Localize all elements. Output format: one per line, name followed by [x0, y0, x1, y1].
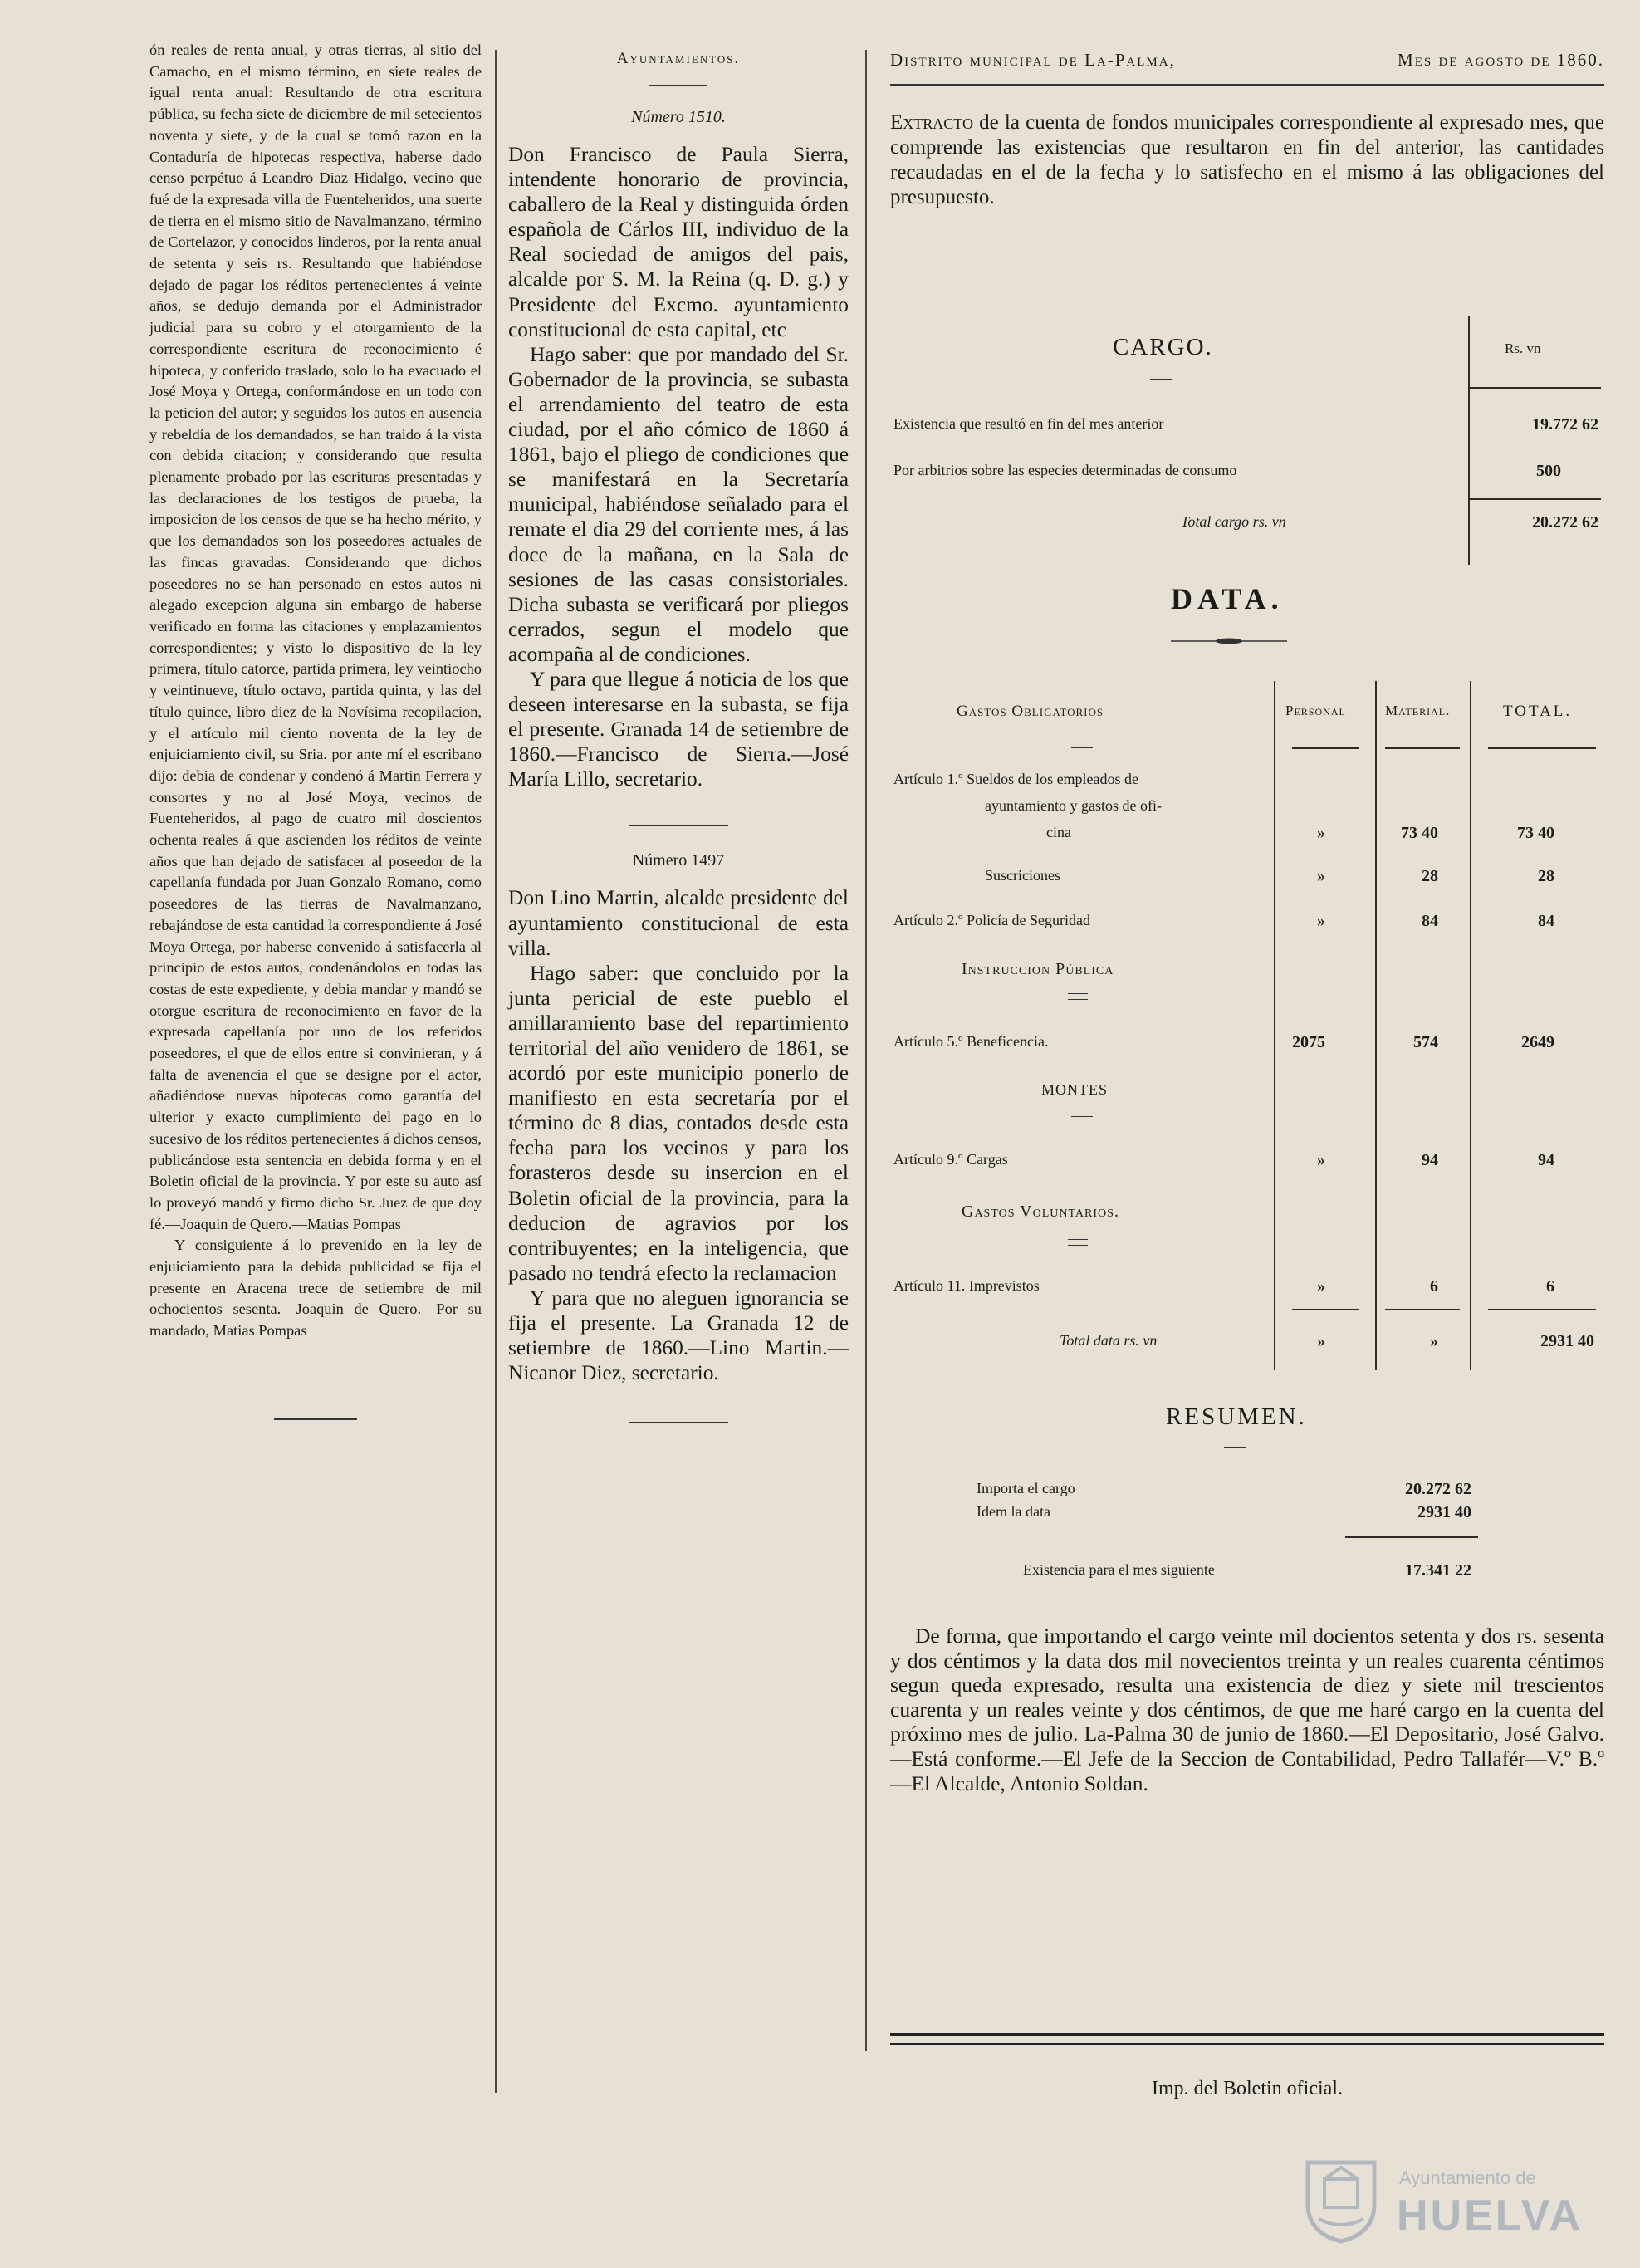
watermark-line2: HUELVA [1397, 2192, 1584, 2240]
judicial-closing: Y consiguiente á lo prevenido en la ley de enjuiciamiento para la debida publicidad se fija el presente en Aracena trece de setiembre de mil ochocientos sesenta.—Joaquin de Quero.—Por su mandado, Matias Pompas [149, 1237, 482, 1340]
art11-total: 6 [1546, 1277, 1554, 1296]
cargo-title-rule [1150, 379, 1172, 380]
susc-total: 28 [1538, 867, 1554, 885]
personal-head-rule [1292, 747, 1359, 749]
cargo-total-rule [1468, 498, 1601, 500]
cargo-total-amount: 20.272 62 [1532, 513, 1598, 531]
instruccion-rule [1068, 993, 1088, 1000]
resumen-rule [1224, 1447, 1246, 1448]
cargo-total-label: Total cargo rs. vn [1181, 513, 1286, 530]
city-crest-icon [1295, 2154, 1387, 2246]
art2-total: 84 [1538, 912, 1554, 930]
art1-label-c: cina [1046, 824, 1071, 840]
extract-lead: Extracto [890, 111, 973, 134]
district-name: Distrito municipal de La-Palma, [890, 50, 1176, 70]
column-left [149, 40, 482, 1420]
art2-label: Artículo 2.º Policía de Seguridad [893, 912, 1091, 928]
resumen-sum-rule [1345, 1536, 1478, 1538]
art9-total: 94 [1538, 1151, 1554, 1169]
montes-rule [1071, 1116, 1093, 1117]
ornament-divider [1171, 638, 1287, 644]
art11-material: 6 [1430, 1277, 1438, 1296]
account-header [890, 50, 1604, 71]
art5-label: Artículo 5.º Beneficencia. [893, 1033, 1049, 1050]
column-divider-2 [865, 50, 867, 2051]
column-end-rule [274, 1418, 357, 1420]
cargo-row-existencia: Existencia que resultó en fin del mes anterior [893, 415, 1164, 432]
account-month: Mes de agosto de 1860. [1398, 50, 1604, 70]
footer-thin-rule [890, 2043, 1604, 2045]
cargo-head-rule [1468, 387, 1601, 389]
art1-material: 73 40 [1401, 824, 1438, 842]
data-total-personal: » [1317, 1332, 1325, 1350]
art11-label: Artículo 11. Imprevistos [893, 1277, 1040, 1294]
cargo-amount-existencia: 19.772 62 [1532, 415, 1598, 434]
voluntarios-heading: Gastos Voluntarios. [962, 1203, 1119, 1221]
susc-material: 28 [1422, 867, 1438, 885]
resumen-exist-label: Existencia para el mes siguiente [1023, 1561, 1215, 1578]
material-head-rule [1385, 747, 1460, 749]
cargo-title: CARGO. [1113, 334, 1213, 360]
art2-material: 84 [1422, 912, 1438, 930]
data-rule-personal [1274, 681, 1275, 1370]
resumen-cargo-value: 20.272 62 [1405, 1480, 1471, 1498]
footer-thick-rule [890, 2033, 1604, 2036]
data-head-personal: Personal [1285, 703, 1346, 718]
art1-label-b: ayuntamiento y gastos de ofi- [985, 797, 1162, 814]
art2-personal: » [1317, 912, 1325, 930]
watermark-line1: Ayuntamiento de [1399, 2168, 1536, 2188]
cargo-column-head: Rs. vn [1505, 340, 1541, 356]
cargo-row-arbitrios: Por arbitrios sobre las especies determinadas de consumo [893, 462, 1237, 478]
art1-label-a: Artículo 1.º Sueldos de los empleados de [893, 771, 1139, 787]
data-head-total: TOTAL. [1503, 703, 1573, 720]
resumen-cargo-label: Importa el cargo [977, 1480, 1075, 1496]
material-total-rule [1385, 1309, 1460, 1310]
cargo-amount-arbitrios: 500 [1536, 462, 1561, 480]
total-head-rule [1488, 747, 1596, 749]
susc-label: Suscriciones [985, 867, 1060, 884]
data-head-gastos: Gastos Obligatorios [957, 703, 1104, 720]
section-heading-ayuntamientos: Ayuntamientos. [616, 50, 741, 67]
column-middle [508, 50, 849, 1423]
extract-text: de la cuenta de fondos municipales correspondiente al expresado mes, que comprende las existencias que resultaron en fin del anterior, las cantidades recaudadas en el de la fecha y lo satisfecho en el mismo á las obligaciones del presupuesto. [890, 111, 1604, 208]
notice-1510-intro: Don Francisco de Paula Sierra, intendente honorario de provincia, caballero de la Real y distinguida órden española de Cárlos III, individuo de la Real sociedad de amigos del pais, alcalde por S. M. la Reina (q. D. g.) y Presidente del Excmo. ayuntamiento constitucional de esta capital, etc [508, 143, 849, 341]
account-extract [890, 110, 1604, 210]
art9-material: 94 [1422, 1151, 1438, 1169]
data-total-label: Total data rs. vn [1060, 1332, 1158, 1349]
column-divider-1 [495, 50, 497, 2093]
data-head-material: Material. [1385, 703, 1451, 718]
art11-personal: » [1317, 1277, 1325, 1296]
heading-rule [649, 85, 707, 86]
data-total-material: » [1430, 1332, 1438, 1350]
art1-total: 73 40 [1517, 824, 1554, 842]
art5-material: 574 [1413, 1033, 1438, 1051]
art1-personal: » [1317, 824, 1325, 842]
notice-1497-intro: Don Lino Martin, alcalde presidente del ayuntamiento constitucional de esta villa. [508, 886, 849, 960]
account-closing: De forma, que importando el cargo veinte mil docientos setenta y dos rs. sesenta y dos céntimos y la data dos mil novecientos treinta y un reales cuarenta céntimos segun queda expresado, resulta una existencia de diez y siete mil trescientos cuarenta y un reales veinte y dos céntimos, de que me haré cargo en la cuenta del próximo mes de julio. La-Palma 30 de junio de 1860.—El Depositario, José Galvo.—Está conforme.—El Jefe de la Seccion de Contabilidad, Pedro Tallafér—V.º B.º—El Alcalde, Antonio Soldan. [890, 1624, 1604, 1795]
header-rule [890, 84, 1604, 86]
notice-number-1510: Número 1510. [631, 108, 726, 126]
notice-1497-closing: Y para que no aleguen ignorancia se fija el presente. La Granada 12 de setiembre de 1860.—Lino Martin.—Nicanor Diez, secretario. [508, 1286, 849, 1385]
column-end-rule [629, 1422, 728, 1423]
art9-personal: » [1317, 1151, 1325, 1169]
montes-heading: MONTES [1041, 1081, 1109, 1098]
art5-total: 2649 [1521, 1033, 1554, 1051]
column-right [890, 50, 1604, 210]
total-total-rule [1488, 1309, 1596, 1310]
resumen-data-value: 2931 40 [1417, 1503, 1471, 1521]
resumen-data-label: Idem la data [977, 1503, 1050, 1520]
notice-1510-closing: Y para que llegue á noticia de los que deseen interesarse en la subasta, se fija el presente. Granada 14 de setiembre de 1860.—Francisco de Sierra.—José María Lillo, secretario. [508, 667, 849, 791]
notice-number-1497: Número 1497 [632, 851, 725, 870]
data-total-total: 2931 40 [1540, 1332, 1594, 1350]
voluntarios-rule [1068, 1239, 1088, 1246]
art5-personal: 2075 [1292, 1033, 1325, 1051]
imprint: Imp. del Boletin oficial. [1152, 2078, 1343, 2099]
notice-separator [629, 825, 728, 826]
archive-watermark [1295, 2148, 1594, 2247]
art9-label: Artículo 9.º Cargas [893, 1151, 1008, 1168]
notice-1510-body: Hago saber: que por mandado del Sr. Gobernador de la provincia, se subasta el arrendamiento del teatro de esta ciudad, por el año cómico de 1860 á 1861, bajo el pliego de condiciones que se manifestará en la Secretaría municipal, habiéndose señalado para el remate el dia 29 del corriente mes, á las doce de la mañana, en la Sala de sesiones de las casas consistoriales. Dicha subasta se verificará por pliegos cerrados, segun el modelo que acompaña al de condiciones. [508, 342, 849, 666]
personal-total-rule [1292, 1309, 1359, 1310]
data-rule-material [1375, 681, 1377, 1370]
cargo-vertical-rule [1468, 316, 1470, 565]
data-title: DATA. [1171, 582, 1284, 615]
resumen-title: RESUMEN. [1166, 1403, 1307, 1430]
notice-1497-body: Hago saber: que concluido por la junta pericial de este pueblo el amillaramiento base del repartimiento territorial del año venidero de 1861, se acordó por este municipio ponerlo de manifiesto en esta secretaría por el término de 8 dias, contados desde esta fecha para los vecinos y para los forasteros desde su insercion en el Boletin oficial de la provincia, para la deducion de agravios por los contribuyentes; en la inteligencia, que pasado no tendrá efecto la reclamacion [508, 961, 849, 1285]
judicial-text: ón reales de renta anual, y otras tierras, al sitio del Camacho, en el mismo término, en siete reales de igual renta anual: Resultando de otra escritura pública, su fecha siete de diciembre de mil setecientos noventa y siete, y de la cual se tomó razon en la Contaduría de hipotecas respectiva, haberse dado censo perpétuo á Leandro Diaz Hidalgo, vecino que fué de la expresada villa de Fuenteheridos, una suerte de tierra en el mismo sitio de Navalmanzano, término de Cortelazor, y conocidos linderos, por la renta anual de setenta y seis rs. Resultando que habiéndose dejado de pagar los réditos pertenecientes á veinte años, se dedujo demanda por el Administrador judicial para su cobro y el otorgamiento de la correspondiente escritura de reconocimiento é hipoteca, y conferido traslado, solo lo ha evacuado el José Moya y Ortega, conformándose en un todo con la peticion del autor; y seguidos los autos en ausencia y rebeldía de los demandados, se han traido á la vista con debida citacion; y considerando que resulta plenamente probado por las escrituras presentadas y las declaraciones de los testigos de prueba, la imposicion de los censos de que se ha hecho mérito, y que los demandados son los poseedores actuales de las fincas gravadas. Considerando que dichos poseedores no se han personado en estos autos ni alegado excepcion alguna sin embargo de haberse verificado en forma las citaciones y emplazamientos correspondientes; y visto lo dispositivo de la ley primera, título catorce, partida primera, ley veintiocho y veintinueve, título octavo, partida quinta, y las del título quince, libro diez de la Novísima recopilacion, y el artículo mil ciento noventa de la ley de enjuiciamiento civil, su Sria. por ante mí el escribano dijo: debia de condenar y condenó á Martin Ferrera y consortes y no al José Moya, vecinos de Fuenteheridos, al pago de cuatro mil doscientos ochenta reales á que ascienden los réditos de veinte años que han dejado de satisfacer al poseedor de la capellanía fundada por Juan Gonzalo Romano, como poseedores de las tierras de Navalmanzano, rebajándose de esta cantidad la correspondiente á José Moya Ortega, por haberse convenido á satisfacerla al principio de estos autos, condenándolos en todas las costas de este expediente, y debia mandar y mandó se otorgue escritura de reconocimiento en favor de la expresada capellanía por uno de los referidos poseedores, el que de ellos entre si convinieran, y á falta de avenencia el que se designe por el actor, añadiéndose nuevas hipotecas como garantía del ulterior y exacto cumplimiento del pago en lo sucesivo de los réditos pertenecientes á dichos censos, publicándose esta sentencia en debida forma y en el Boletin oficial de la provincia. Y por este su auto así lo proveyó mandó y firmo dicho Sr. Juez de que doy fé.—Joaquin de Quero.—Matias Pompas [149, 42, 482, 1232]
data-rule-total [1470, 681, 1471, 1370]
gastos-head-rule [1071, 747, 1093, 748]
susc-personal: » [1317, 867, 1325, 885]
instruccion-heading: Instruccion Pública [962, 960, 1114, 978]
resumen-exist-value: 17.341 22 [1405, 1561, 1471, 1580]
